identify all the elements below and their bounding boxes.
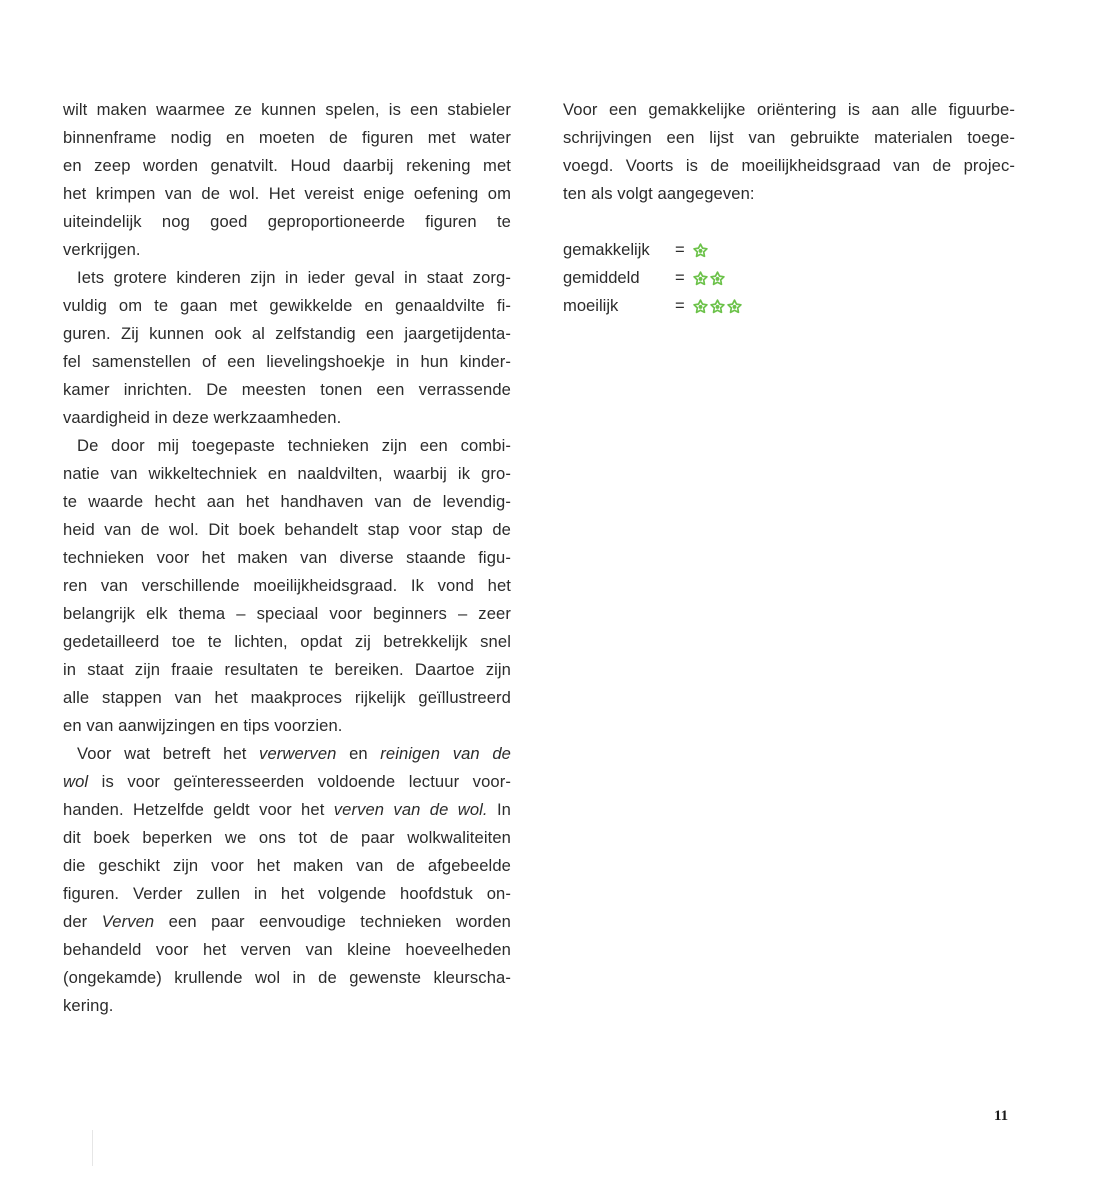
text-line: vaardigheid in deze werkzaamheden. xyxy=(63,408,342,427)
text-line: heid van de wol. Dit boek behandelt stap voor stap de xyxy=(63,520,511,539)
equals-sign: = xyxy=(675,240,685,259)
text-line: schrijvingen een lijst van gebruikte materialen toege- xyxy=(563,128,1015,147)
text-line xyxy=(63,796,511,824)
star-center xyxy=(699,248,703,252)
legend-row-hard xyxy=(563,292,823,320)
equals-sign: = xyxy=(675,296,685,315)
text-line: kering. xyxy=(63,996,114,1015)
right-text-column xyxy=(563,96,1015,208)
flower-star-icon xyxy=(693,299,708,314)
text-line xyxy=(63,908,511,936)
text-line: gedetailleerd toe te lichten, opdat zij betrekkelijk snel xyxy=(63,632,511,651)
flower-star-icon xyxy=(710,299,725,314)
difficulty-stars xyxy=(693,243,708,258)
star-center xyxy=(733,304,737,308)
italic-term: verwerven xyxy=(259,744,337,763)
page-edge-divider xyxy=(92,1130,93,1166)
text-line: figuren. Verder zullen in het volgende hoofdstuk on- xyxy=(63,884,511,903)
text-line: in staat zijn fraaie resultaten te bereiken. Daartoe zijn xyxy=(63,660,511,679)
left-text-column xyxy=(63,96,511,1020)
text-line xyxy=(63,768,511,796)
text-line: het krimpen van de wol. Het vereist enige oefening om xyxy=(63,184,511,203)
legend-row-medium xyxy=(563,264,823,292)
text-line: De door mij toegepaste technieken zijn een combi- xyxy=(77,436,511,455)
text-run: een paar eenvoudige technieken worden xyxy=(154,912,512,931)
text-line: wilt maken waarmee ze kunnen spelen, is een stabieler xyxy=(63,100,511,119)
flower-star-icon xyxy=(710,271,725,286)
text-line: behandeld voor het verven van kleine hoeveelheden xyxy=(63,940,511,959)
equals-sign: = xyxy=(675,268,685,287)
flower-star-icon xyxy=(727,299,742,314)
text-line: alle stappen van het maakproces rijkelijk geïllustreerd xyxy=(63,688,511,707)
text-line: en zeep worden genatvilt. Houd daarbij rekening met xyxy=(63,156,511,175)
text-line: verkrijgen. xyxy=(63,240,141,259)
star-center xyxy=(716,304,720,308)
italic-term: Verven xyxy=(101,912,155,931)
text-line: ren van verschillende moeilijkheidsgraad. Ik vond het xyxy=(63,576,511,595)
text-line: dit boek beperken we ons tot de paar wolkwaliteiten xyxy=(63,828,511,847)
difficulty-label: gemiddeld xyxy=(563,268,640,287)
text-line: die geschikt zijn voor het maken van de afgebeelde xyxy=(63,856,511,875)
star-center xyxy=(716,276,720,280)
italic-term: wol xyxy=(63,772,89,791)
italic-term: verven van de wol. xyxy=(333,800,488,819)
text-line xyxy=(63,740,511,768)
legend-row-easy xyxy=(563,236,823,264)
text-run: der xyxy=(63,912,102,931)
text-line: ten als volgt aangegeven: xyxy=(563,184,755,203)
italic-term: reinigen van de xyxy=(380,744,511,763)
star-center xyxy=(699,276,703,280)
difficulty-stars xyxy=(693,299,742,314)
flower-star-icon xyxy=(693,271,708,286)
text-line: binnenframe nodig en moeten de figuren met water xyxy=(63,128,511,147)
text-line: vuldig om te gaan met gewikkelde en genaaldvilte fi- xyxy=(63,296,511,315)
page-number: 11 xyxy=(994,1108,1009,1124)
text-line: Voor een gemakkelijke oriëntering is aan alle figuurbe- xyxy=(563,100,1015,119)
text-line: (ongekamde) krullende wol in de gewenste kleurscha- xyxy=(63,968,511,987)
text-run: handen. Hetzelfde geldt voor het xyxy=(63,800,334,819)
difficulty-label: gemakkelijk xyxy=(563,240,650,259)
text-run: en xyxy=(336,744,381,763)
text-run: Voor wat betreft het xyxy=(77,744,260,763)
difficulty-legend xyxy=(563,236,823,320)
text-line: technieken voor het maken van diverse staande figu- xyxy=(63,548,511,567)
text-line: guren. Zij kunnen ook al zelfstandig een jaargetijdenta- xyxy=(63,324,511,343)
text-line: natie van wikkeltechniek en naaldvilten, waarbij ik gro- xyxy=(63,464,511,483)
text-line: kamer inrichten. De meesten tonen een verrassende xyxy=(63,380,511,399)
star-center xyxy=(699,304,703,308)
text-line: uiteindelijk nog goed geproportioneerde figuren te xyxy=(63,212,511,231)
text-line: Iets grotere kinderen zijn in ieder geval in staat zorg- xyxy=(77,268,511,287)
text-line: voegd. Voorts is de moeilijkheidsgraad van de projec- xyxy=(563,156,1015,175)
difficulty-label: moeilijk xyxy=(563,296,619,315)
flower-star-icon xyxy=(693,243,708,258)
text-line: en van aanwijzingen en tips voorzien. xyxy=(63,716,343,735)
difficulty-stars xyxy=(693,271,725,286)
text-run: In xyxy=(487,800,511,819)
text-line: fel samenstellen of een lievelingshoekje in hun kinder- xyxy=(63,352,511,371)
text-run: is voor geïnteresseerden voldoende lectuur voor- xyxy=(88,772,511,791)
text-line: belangrijk elk thema – speciaal voor beginners – zeer xyxy=(63,604,511,623)
text-line: te waarde hecht aan het handhaven van de levendig- xyxy=(63,492,511,511)
